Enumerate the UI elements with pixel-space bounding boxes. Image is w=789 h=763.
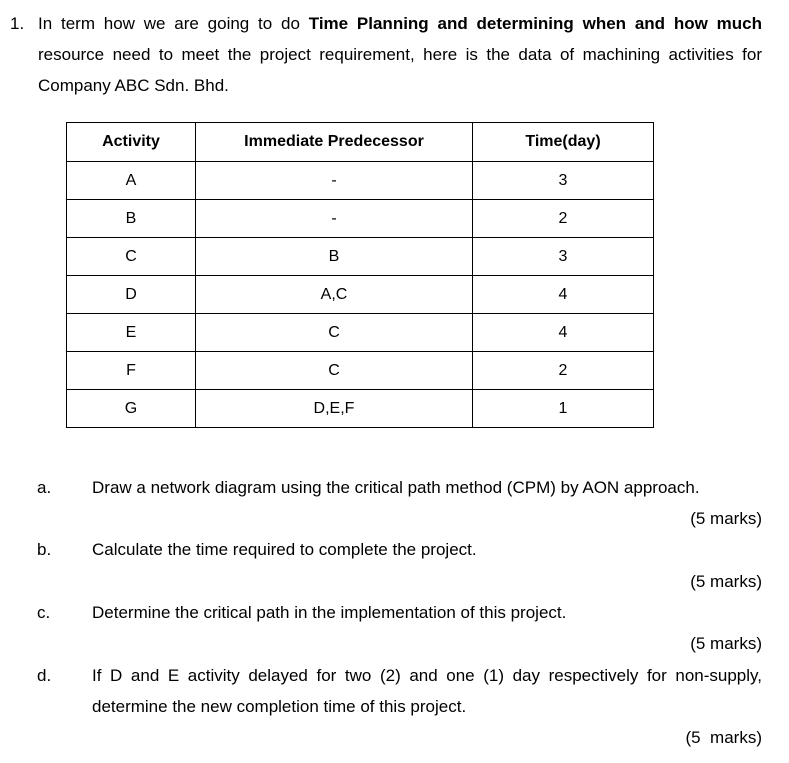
cell-predecessor: C (196, 314, 473, 352)
part-c-text: Determine the critical path in the implementation of this project. (92, 603, 567, 622)
cell-activity: E (67, 314, 196, 352)
header-time: Time(day) (473, 123, 654, 162)
part-b-marks: (5 marks) (690, 572, 762, 591)
cell-predecessor: D,E,F (196, 390, 473, 428)
part-d-marks: (5 marks) (685, 728, 762, 747)
table-row (67, 162, 654, 200)
question-intro (38, 8, 762, 101)
cell-predecessor: B (196, 238, 473, 276)
part-c-marks: (5 marks) (690, 634, 762, 653)
cell-predecessor: - (196, 200, 473, 238)
cell-activity: B (67, 200, 196, 238)
part-a-text: Draw a network diagram using the critical path method (CPM) by AON approach. (92, 478, 700, 497)
cell-predecessor: C (196, 352, 473, 390)
part-a-marks: (5 marks) (690, 509, 762, 528)
part-d-letter: d. (37, 666, 52, 685)
header-predecessor: Immediate Predecessor (196, 123, 473, 162)
cell-activity: A (67, 162, 196, 200)
cell-activity: D (67, 276, 196, 314)
cell-predecessor: A,C (196, 276, 473, 314)
table-row (67, 276, 654, 314)
table-row (67, 352, 654, 390)
part-b-letter: b. (37, 540, 52, 559)
cell-time: 2 (473, 352, 654, 390)
activity-table (66, 122, 654, 428)
table-row (67, 314, 654, 352)
header-activity: Activity (67, 123, 196, 162)
cell-time: 3 (473, 238, 654, 276)
cell-time: 4 (473, 276, 654, 314)
cell-activity: C (67, 238, 196, 276)
intro-text-start: In term how we are going to do (38, 14, 309, 33)
table-row (67, 200, 654, 238)
table-row (67, 238, 654, 276)
cell-time: 2 (473, 200, 654, 238)
part-c-letter: c. (37, 603, 51, 622)
table-row (67, 390, 654, 428)
part-d-text: If D and E activity delayed for two (2) and one (1) day respectively for non-supply, determine the new completion time of this project. (92, 666, 762, 716)
question-number: 1. (10, 14, 25, 33)
cell-activity: G (67, 390, 196, 428)
part-b-text: Calculate the time required to complete the project. (92, 540, 477, 559)
intro-text-end: resource need to meet the project requirement, here is the data of machining activities for Company ABC Sdn. Bhd. (38, 45, 762, 95)
table-header-row (67, 123, 654, 162)
cell-predecessor: - (196, 162, 473, 200)
cell-activity: F (67, 352, 196, 390)
intro-bold-text: Time Planning and determining when and how much (308, 14, 763, 33)
part-a-letter: a. (37, 478, 52, 497)
cell-time: 4 (473, 314, 654, 352)
cell-time: 1 (473, 390, 654, 428)
cell-time: 3 (473, 162, 654, 200)
